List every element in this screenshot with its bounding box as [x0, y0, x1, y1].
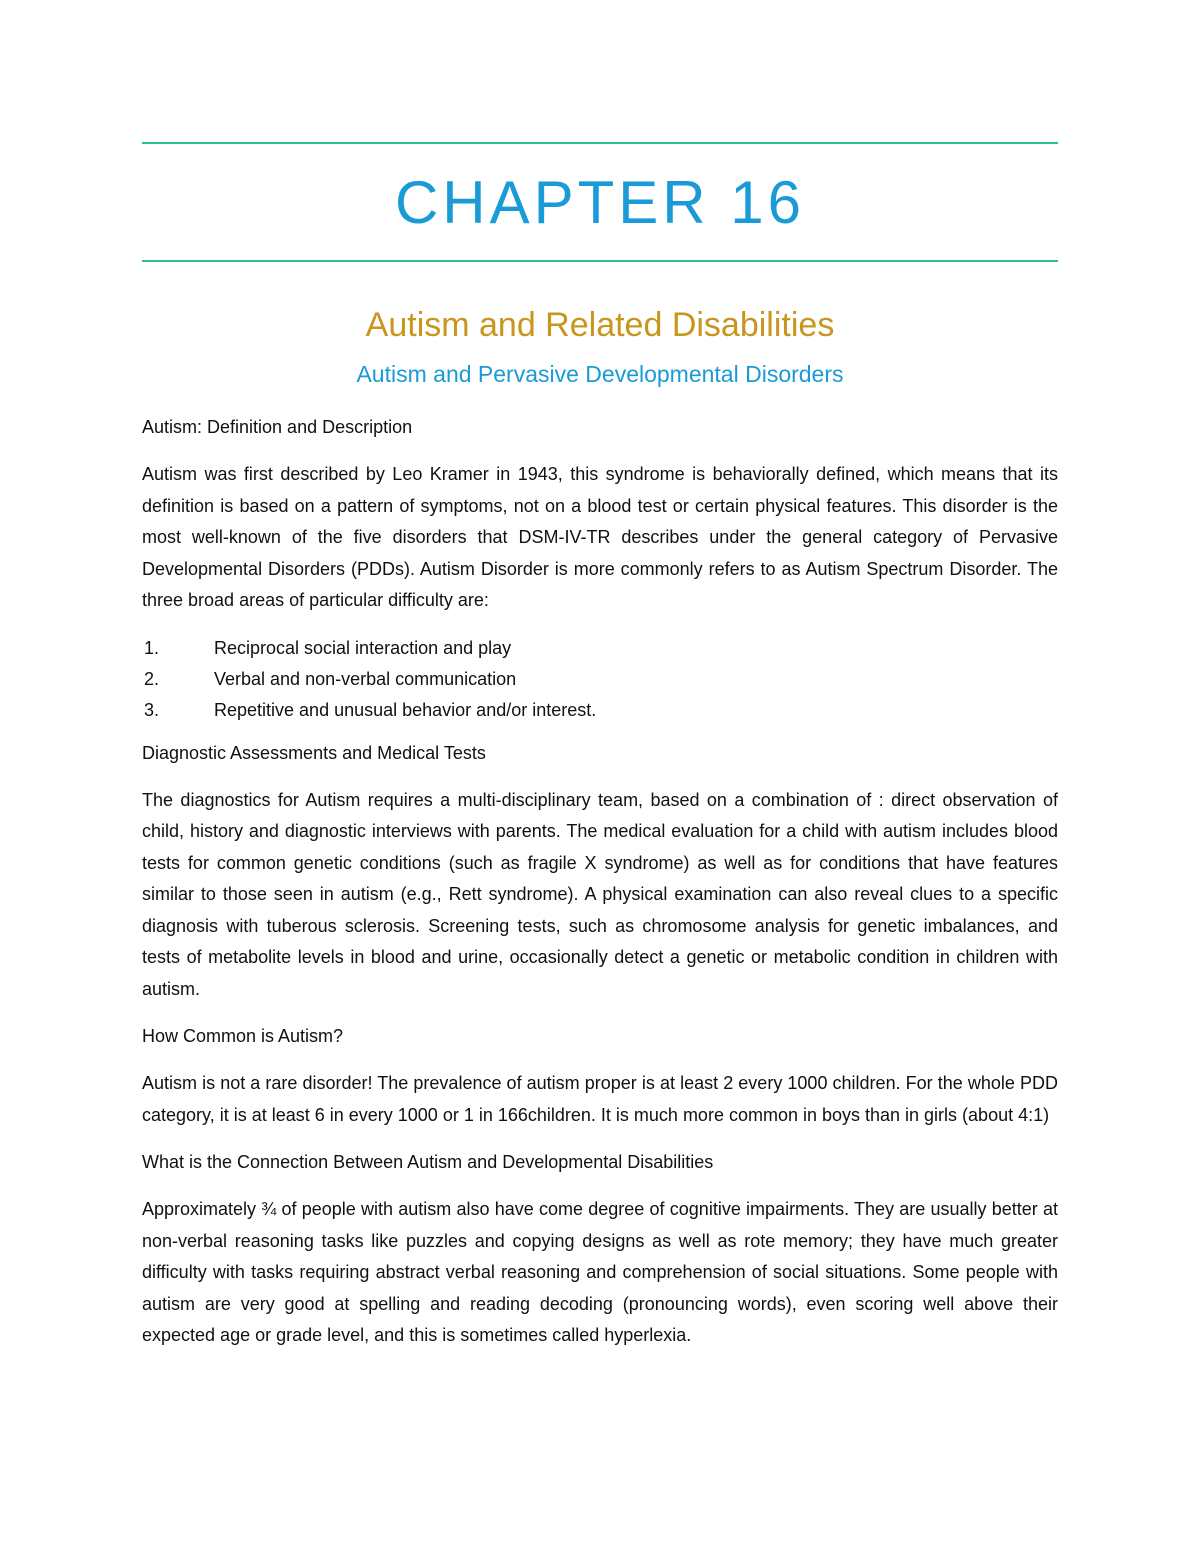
- document-subtitle: Autism and Pervasive Developmental Disorders: [356, 361, 844, 387]
- list-text: Reciprocal social interaction and play: [214, 637, 512, 658]
- section-heading-definition: Autism: Definition and Description: [142, 417, 413, 437]
- section-heading-prevalence: How Common is Autism?: [142, 1026, 344, 1046]
- paragraph-definition: Autism was first described by Leo Kramer in 1943, this syndrome is behaviorally defined, which means that its definition is based on a pattern of symptoms, not on a blood test or certain physical features. This disorder is the most well-known of the five disorders that DSM-IV-TR describes under the general category of Pervasive Developmental Disorders (PDDs). Autism Disorder is more commonly refers to as Autism Spectrum Disorder. The three broad areas of particular difficulty are:: [142, 464, 1058, 610]
- list-item: [142, 664, 1058, 695]
- bottom-rule: [142, 260, 1058, 262]
- list-text: Repetitive and unusual behavior and/or interest.: [214, 699, 597, 720]
- document-title: Autism and Related Disabilities: [365, 306, 835, 344]
- list-item: [142, 633, 1058, 664]
- list-item: [142, 695, 1058, 726]
- top-rule: [142, 142, 1058, 144]
- list-number: 1.: [144, 637, 160, 658]
- paragraph-prevalence: Autism is not a rare disorder! The prevalence of autism proper is at least 2 every 1000 children. For the whole PDD category, it is at least 6 in every 1000 or 1 in 166children. It is much more common in boys than in girls (about 4:1): [142, 1073, 1058, 1125]
- paragraph-connection: Approximately ¾ of people with autism also have come degree of cognitive impairments. They are usually better at non-verbal reasoning tasks like puzzles and copying designs as well as rote memory; they have much greater difficulty with tasks requiring abstract verbal reasoning and comprehension of social situations. Some people with autism are very good at spelling and reading decoding (pronouncing words), even scoring well above their expected age or grade level, and this is sometimes called hyperlexia.: [142, 1199, 1058, 1345]
- list-number: 3.: [144, 699, 160, 720]
- difficulty-list: [142, 633, 1058, 726]
- chapter-title: CHAPTER 16: [394, 169, 806, 236]
- section-heading-diagnostic: Diagnostic Assessments and Medical Tests: [142, 742, 486, 763]
- list-text: Verbal and non-verbal communication: [214, 668, 517, 689]
- section-heading-connection: What is the Connection Between Autism and Developmental Disabilities: [142, 1152, 714, 1172]
- document-body: [142, 412, 1058, 1368]
- paragraph-diagnostic: The diagnostics for Autism requires a multi-disciplinary team, based on a combination of : direct observation of child, history and diagnostic interviews with parents. The medical evaluation for a child with autism includes blood tests for common genetic conditions (such as fragile X syndrome) as well as for conditions that have features similar to those seen in autism (e.g., Rett syndrome). A physical examination can also reveal clues to a specific diagnosis with tuberous sclerosis. Screening tests, such as chromosome analysis for genetic imbalances, and tests of metabolite levels in blood and urine, occasionally detect a genetic or metabolic condition in children with autism.: [142, 789, 1058, 999]
- list-number: 2.: [144, 668, 160, 689]
